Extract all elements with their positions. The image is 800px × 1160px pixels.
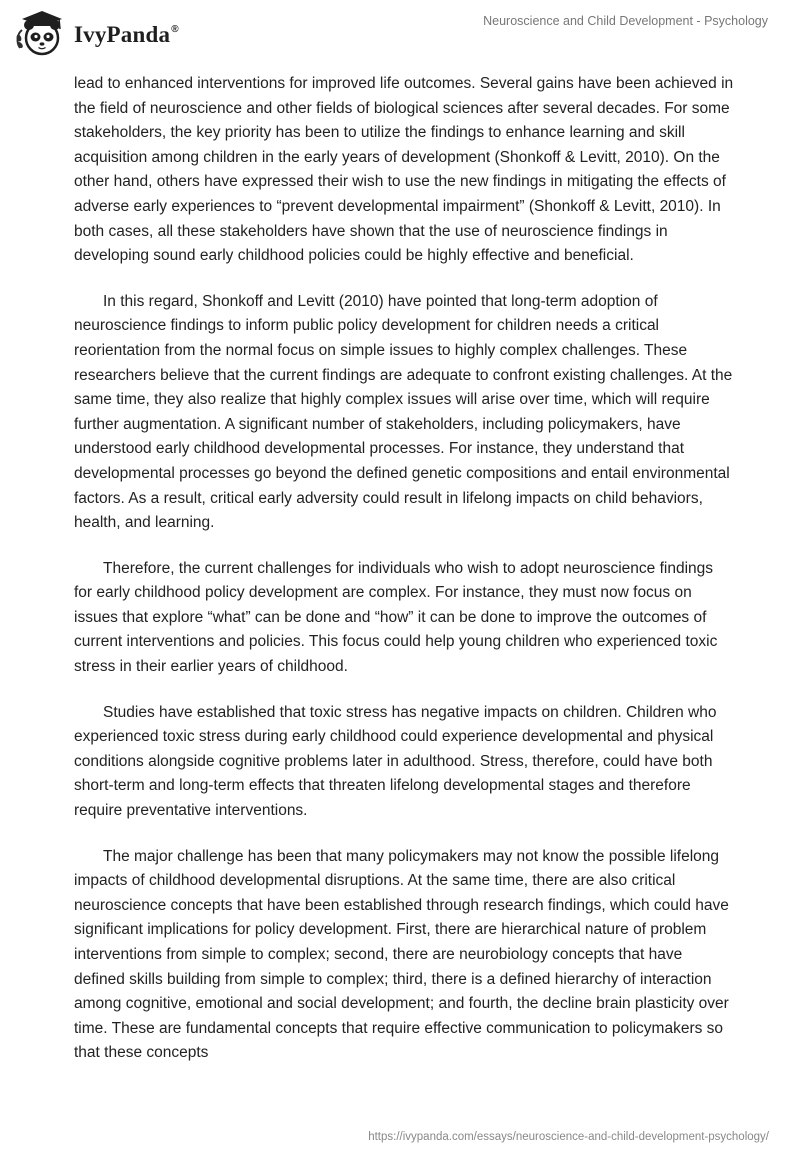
- page-header: [0, 0, 800, 70]
- paragraph: In this regard, Shonkoff and Levitt (2010) have pointed that long-term adoption of neuroscience findings to inform public policy development for children needs a critical reorientation from the normal focus on simple issues to highly complex challenges. These researchers believe that the current findings are adequate to confront existing challenges. At the same time, they also realize that highly complex issues will arise over time, which will require further augmentation. A significant number of stakeholders, including policymakers, have understood early childhood developmental processes. For instance, they understand that developmental processes go beyond the defined genetic compositions and entail environmental factors. As a result, critical early adversity could result in lifelong impacts on child behaviors, health, and learning.: [74, 292, 733, 532]
- paragraph: The major challenge has been that many policymakers may not know the possible lifelong impacts of childhood developmental disruptions. At the same time, there are also critical neuroscience concepts that have been established through research findings, which could have significant implications for policy development. First, there are hierarchical nature of problem interventions from simple to complex; second, there are neurobiology concepts that have defined skills building from simple to complex; third, there is a defined hierarchy of interaction among cognitive, emotional and social development; and fourth, the decline brain plasticity over time. These are fundamental concepts that require effective communication to policymakers so that these concepts: [74, 847, 729, 1062]
- source-url-link[interactable]: https://ivypanda.com/essays/neuroscience-and-child-development-psychology/: [368, 1131, 769, 1143]
- document-title: Neuroscience and Child Development - Psychology: [483, 14, 768, 28]
- ivypanda-logo[interactable]: [14, 8, 179, 58]
- panda-graduate-icon: [14, 8, 68, 58]
- paragraph: Studies have established that toxic stress has negative impacts on children. Children who experienced toxic stress during early childhood could experience developmental and physical conditions alongside cognitive problems later in adulthood. Stress, therefore, could have both short-term and long-term effects that threaten lifelong developmental stages and therefore require preventative interventions.: [74, 703, 717, 820]
- essay-body: [74, 72, 734, 1087]
- paragraph: lead to enhanced interventions for improved life outcomes. Several gains have been achieved in the field of neuroscience and other fields of biological sciences after several decades. For some stakeholders, the key priority has been to utilize the findings to enhance learning and skill acquisition among children in the early years of development (Shonkoff & Levitt, 2010). On the other hand, others have expressed their wish to use the new findings in mitigating the effects of adverse early experiences to “prevent developmental impairment” (Shonkoff & Levitt, 2010). In both cases, all these stakeholders have shown that the use of neuroscience findings in developing sound early childhood policies could be highly effective and beneficial.: [74, 75, 734, 265]
- brand-name: IvyPanda®: [74, 22, 179, 47]
- registered-mark: ®: [171, 24, 179, 35]
- paragraph: Therefore, the current challenges for individuals who wish to adopt neuroscience findings for early childhood policy development are complex. For instance, they must now focus on issues that explore “what” can be done and “how” it can be done to improve the outcomes of current interventions and policies. This focus could help young children who experienced toxic stress in their earlier years of childhood.: [74, 559, 718, 676]
